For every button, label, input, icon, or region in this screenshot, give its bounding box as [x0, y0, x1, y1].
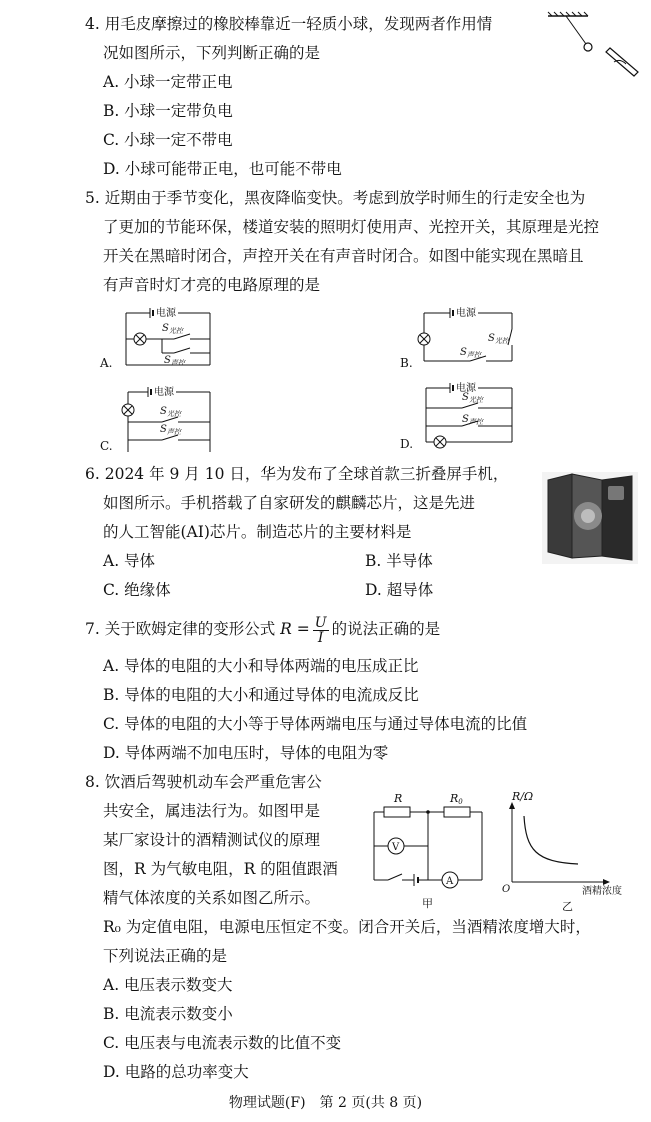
q4-pendulum-figure [548, 12, 643, 80]
q6-option-c: C. 绝缘体 [103, 581, 171, 599]
graph-y-label: R/Ω [512, 790, 534, 803]
q5-circuit-c [100, 382, 220, 454]
q7-formula-fraction [313, 616, 329, 645]
q8-stem-line6: R₀ 为定值电阻，电源电压恒定不变。闭合开关后，当酒精浓度增大时， [103, 918, 591, 936]
q5-stem-line3: 开关在黑暗时闭合，声控开关在有声音时闭合。如图中能实现在黑暗且 [103, 247, 584, 265]
circuit-b-label: B. [400, 356, 413, 370]
svg-text:S光控: $S_{光控}$ [488, 333, 509, 345]
q7-option-c: C. 导体的电阻的大小等于导体两端电压与通过导体电流的比值 [103, 715, 528, 733]
q5-circuit-b [400, 303, 520, 373]
q8-stem-line7: 下列说法正确的是 [103, 947, 228, 965]
q8-option-b: B. 电流表示数变小 [103, 1005, 233, 1023]
q6-stem-line3: 的人工智能(AI)芯片。制造芯片的主要材料是 [103, 523, 412, 541]
circuit-b-source-label: 电源 [456, 308, 476, 319]
q6-option-b: B. 半导体 [365, 552, 433, 570]
svg-text:S光控: $S_{光控}$ [462, 392, 483, 404]
q6-stem-line1: 6. 2024 年 9 月 10 日，华为发布了全球首款三折叠屏手机， [85, 465, 509, 483]
q6-stem-line2: 如图所示。手机搭载了自家研发的麒麟芯片，这是先进 [103, 494, 476, 512]
q7-formula-denominator: I [317, 629, 324, 646]
svg-text:R: R [394, 792, 403, 805]
q7-stem [85, 614, 440, 645]
q4-option-c: C. 小球一定不带电 [103, 131, 233, 149]
q8-circuit-jia [370, 792, 490, 912]
svg-text:S声控: $S_{声控}$ [462, 414, 483, 426]
circuit-c-source-label: 电源 [154, 387, 174, 398]
q7-formula-lhs: R = [280, 620, 310, 638]
svg-text:S光控: $S_{光控}$ [162, 323, 183, 335]
q8-option-a: A. 电压表示数变大 [103, 976, 233, 994]
q7-stem-prefix: 7. 关于欧姆定律的变形公式 [85, 620, 281, 638]
q6-option-d: D. 超导体 [365, 581, 434, 599]
circuit-a-label: A. [100, 356, 113, 370]
q5-stem-line4: 有声音时灯才亮的电路原理的是 [103, 276, 321, 294]
graph-x-label: 酒精浓度 [582, 886, 622, 897]
circuit-c-label: C. [100, 439, 113, 453]
q6-option-a: A. 导体 [103, 552, 156, 570]
q4-option-b: B. 小球一定带负电 [103, 102, 233, 120]
graph-origin: O [502, 884, 511, 895]
figure-yi-label: 乙 [562, 900, 573, 913]
svg-text:S声控: $S_{声控}$ [460, 347, 481, 359]
circuit-d-label: D. [400, 437, 414, 451]
q8-stem-line1: 8. 饮酒后驾驶机动车会严重危害公 [85, 773, 322, 791]
figure-jia-label: 甲 [422, 897, 433, 910]
q8-graph-yi [500, 790, 640, 915]
q4-option-d: D. 小球可能带正电，也可能不带电 [103, 160, 342, 178]
page-footer: 物理试题(F) 第 2 页(共 8 页) [228, 1095, 423, 1111]
q7-option-b: B. 导体的电阻的大小和通过导体的电流成反比 [103, 686, 419, 704]
q7-option-d: D. 导体两端不加电压时，导体的电阻为零 [103, 744, 389, 762]
svg-text:R0: R0 [450, 792, 463, 806]
q8-option-d: D. 电路的总功率变大 [103, 1063, 249, 1081]
q5-circuit-d [400, 378, 520, 454]
voltmeter-label: V [392, 842, 400, 853]
q8-stem-line3: 某厂家设计的酒精测试仪的原理 [103, 831, 321, 849]
svg-text:S光控: $S_{光控}$ [160, 406, 181, 418]
q4-stem-line2: 况如图所示，下列判断正确的是 [103, 44, 321, 62]
svg-text:S声控: $S_{声控}$ [160, 424, 181, 436]
q8-stem-line4: 图，R 为气敏电阻，R 的阻值跟酒 [103, 860, 338, 878]
q4-option-a: A. 小球一定带正电 [103, 73, 233, 91]
q8-option-c: C. 电压表与电流表示数的比值不变 [103, 1034, 342, 1052]
q7-formula-numerator: U [314, 614, 327, 631]
circuit-d-source-label: 电源 [456, 383, 476, 394]
q7-stem-suffix: 的说法正确的是 [331, 620, 441, 638]
svg-text:S声控: $S_{声控}$ [164, 355, 185, 367]
q5-stem-line1: 5. 近期由于季节变化，黑夜降临变快。考虑到放学时师生的行走安全也为 [85, 189, 586, 207]
q8-stem-line5: 精气体浓度的关系如图乙所示。 [103, 889, 321, 907]
q8-stem-line2: 共安全，属违法行为。如图甲是 [103, 802, 321, 820]
q4-stem-line1: 4. 用毛皮摩擦过的橡胶棒靠近一轻质小球，发现两者作用情 [85, 15, 493, 33]
tri-fold-phone-image [542, 472, 638, 564]
q5-stem-line2: 了更加的节能环保，楼道安装的照明灯使用声、光控开关，其原理是光控 [103, 218, 600, 236]
q5-circuit-a [100, 303, 220, 373]
q7-option-a: A. 导体的电阻的大小和导体两端的电压成正比 [103, 657, 419, 675]
ammeter-label: A [446, 876, 454, 887]
circuit-a-source-label: 电源 [156, 308, 176, 319]
